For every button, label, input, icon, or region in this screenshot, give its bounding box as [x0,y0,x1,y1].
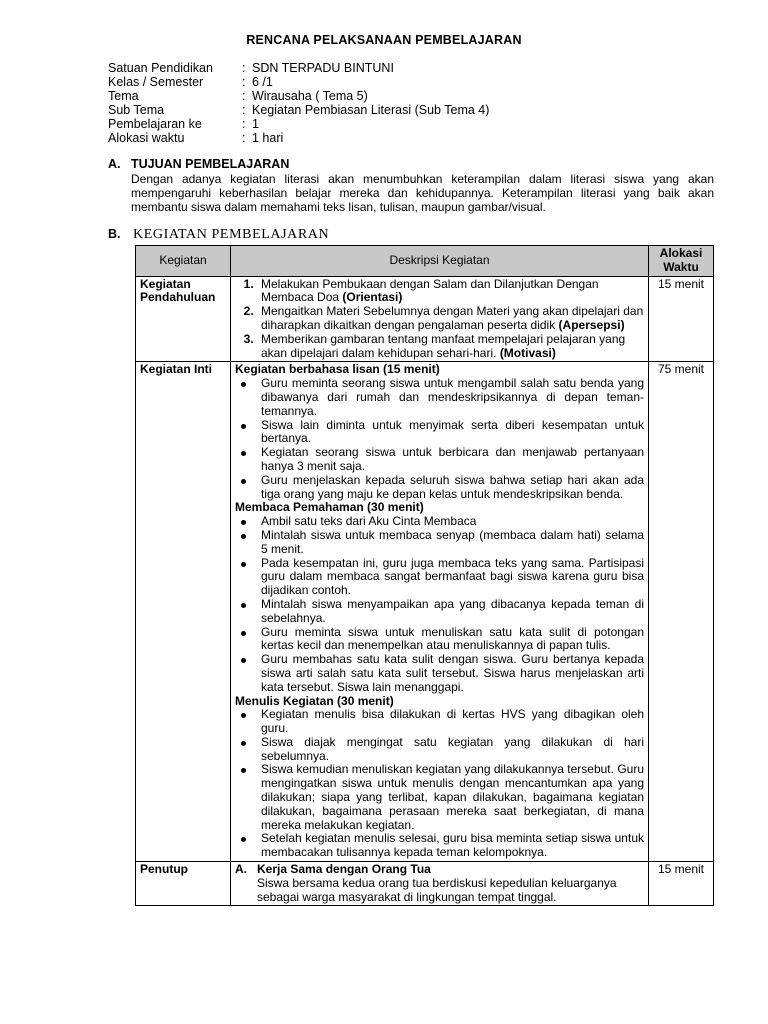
info-label: Satuan Pendidikan [108,61,213,75]
list-item: Mintalah siswa untuk membaca senyap (membaca dalam hati) selama 5 menit. [261,527,644,556]
bullet-list [235,708,644,860]
kegiatan-penutup: Penutup [136,862,231,906]
header-alokasi: Alokasi Waktu [649,246,714,277]
info-label: Pembelajaran ke [108,117,202,131]
info-row [108,75,708,89]
bullet-list [235,377,644,501]
info-colon: : [242,75,246,89]
info-value: 1 [252,117,259,131]
section-b-heading [108,227,329,243]
info-colon: : [242,103,246,117]
list-item: Guru meminta seorang siswa untuk mengambil salah satu benda yang dibawanya dari rumah dan mendeskripsikannya di depan teman-temannya. [261,376,644,418]
header-deskripsi: Deskripsi Kegiatan [231,246,649,277]
pendahuluan-list [235,278,644,361]
list-item [257,333,644,361]
item-bold: (Motivasi) [499,345,556,360]
section-a-letter: A. [108,157,121,171]
list-item: Guru meminta siswa untuk menuliskan satu kata sulit di potongan kertas kecil dan menempelkan atau menuliskannya di papan tulis. [261,624,644,653]
item-text: Mengaitkan Materi Sebelumnya dengan Materi yang akan dipelajari dan diharapkan dikaitkan dengan pengalaman peserta didik [261,304,644,332]
header-kegiatan: Kegiatan [136,246,231,277]
info-colon: : [242,117,246,131]
info-row [108,103,708,117]
group-heading: Kegiatan berbahasa lisan (15 menit) [235,362,440,377]
list-item: Kegiatan seorang siswa untuk berbicara dan menjawab pertanyaan hanya 3 menit saja. [261,445,644,473]
bullet-list [235,515,644,694]
kegiatan-pendahuluan: Kegiatan Pendahuluan [136,276,231,362]
table-header-row [136,246,714,277]
info-colon: : [242,89,246,103]
info-value: Kegiatan Pembiasan Literasi (Sub Tema 4) [252,103,490,117]
activity-table [135,245,714,906]
info-value: SDN TERPADU BINTUNI [252,61,394,75]
group-heading: Menulis Kegiatan (30 menit) [235,693,394,708]
kegiatan-inti: Kegiatan Inti [136,362,231,862]
section-b-title: KEGIATAN PEMBELAJARAN [133,227,330,242]
info-row [108,61,708,75]
identity-block [108,61,708,145]
list-item: Pada kesempatan ini, guru juga membaca teks yang sama. Partisipasi guru dalam membaca sangat bermanfaat bagi siswa karena guru bisa dijadikan contoh. [261,555,644,598]
list-item: Siswa diajak mengingat satu kegiatan yang dilakukan di hari sebelumnya. [261,734,644,763]
penutup-letter: A. [235,862,247,877]
table-row [136,276,714,362]
list-item: Siswa kemudian menuliskan kegiatan yang dilakukannya tersebut. Guru mengingatkan siswa untuk menulis dengan mencantumkan apa yang dilakukan; siapa yang terlibat, kapan dilakukan, bagaimana kegiatan dilakukan, bagaimana perasaan mereka saat berkegiatan, di mana mereka melakukan kegiatan. [261,762,644,832]
list-item: Siswa lain diminta untuk menyimak serta diberi kesempatan untuk bertanya. [261,417,644,446]
list-item [257,278,644,306]
section-a-paragraph: Dengan adanya kegiatan literasi akan menumbuhkan keterampilan dalam literasi siswa yang akan mempengaruhi keberhasilan belajar mereka dan kehidupannya. Keterampilan literasi yang baik akan membantu siswa dalam memahami teks lisan, tulisan, maupun gambar/visual. [131,172,714,214]
list-item: Guru menjelaskan kepada seluruh siswa bahwa setiap hari akan ada tiga orang yang maju ke depan kelas untuk mendeskripsikan benda. [261,472,644,501]
list-item: Ambil satu teks dari Aku Cinta Membaca [261,515,644,529]
section-b-letter: B. [108,227,121,241]
info-row [108,89,708,103]
alokasi-pendahuluan: 15 menit [649,276,714,362]
item-bold: (Orientasi) [342,290,403,305]
penutup-text: Siswa bersama kedua orang tua berdiskusi kepedulian keluarganya sebagai warga masyarakat di lingkungan tempat tinggal. [257,875,617,904]
alokasi-penutup: 15 menit [649,862,714,906]
info-label: Sub Tema [108,103,165,117]
deskripsi-penutup [231,862,649,906]
info-label: Tema [108,89,139,103]
document-title: RENCANA PELAKSANAAN PEMBELAJARAN [246,33,522,47]
info-value: Wirausaha ( Tema 5) [252,89,368,103]
info-row [108,117,708,131]
info-value: 1 hari [252,131,284,145]
table-row [136,362,714,862]
info-colon: : [242,61,246,75]
info-label: Kelas / Semester [108,75,204,89]
list-item: Mintalah siswa menyampaikan apa yang dibacanya kepada teman di sebelahnya. [261,596,644,625]
list-item [257,305,644,333]
section-a-title: TUJUAN PEMBELAJARAN [131,157,290,171]
deskripsi-pendahuluan [231,276,649,362]
list-item: Guru membahas satu kata sulit dengan siswa. Guru bertanya kepada siswa arti salah satu kata sulit tersebut. Siswa harus menjelaskan arti kata tersebut. Siswa lain menanggapi. [261,652,644,694]
group-heading: Membaca Pemahaman (30 menit) [235,500,424,515]
info-label: Alokasi waktu [108,131,185,145]
info-colon: : [242,131,246,145]
item-text: Melakukan Pembukaan dengan Salam dan Dilanjutkan Dengan Membaca Doa [261,276,599,305]
info-row [108,131,708,145]
list-item: Setelah kegiatan menulis selesai, guru bisa meminta setiap siswa untuk membacakan tulisannya kepada teman kelompoknya. [261,831,644,860]
penutup-title: Kerja Sama dengan Orang Tua [257,862,431,877]
deskripsi-inti [231,362,649,862]
section-a-heading [108,157,289,171]
alokasi-inti: 75 menit [649,362,714,862]
info-value: 6 /1 [252,75,273,89]
penutup-heading [235,863,644,877]
item-bold: (Apersepsi) [558,317,625,332]
item-text: Memberikan gambaran tentang manfaat mempelajari pelajaran yang akan dipelajari dalam kehidupan sehari-hari. [261,331,626,360]
list-item: Kegiatan menulis bisa dilakukan di kertas HVS yang dibagikan oleh guru. [261,707,644,736]
table-row [136,862,714,906]
